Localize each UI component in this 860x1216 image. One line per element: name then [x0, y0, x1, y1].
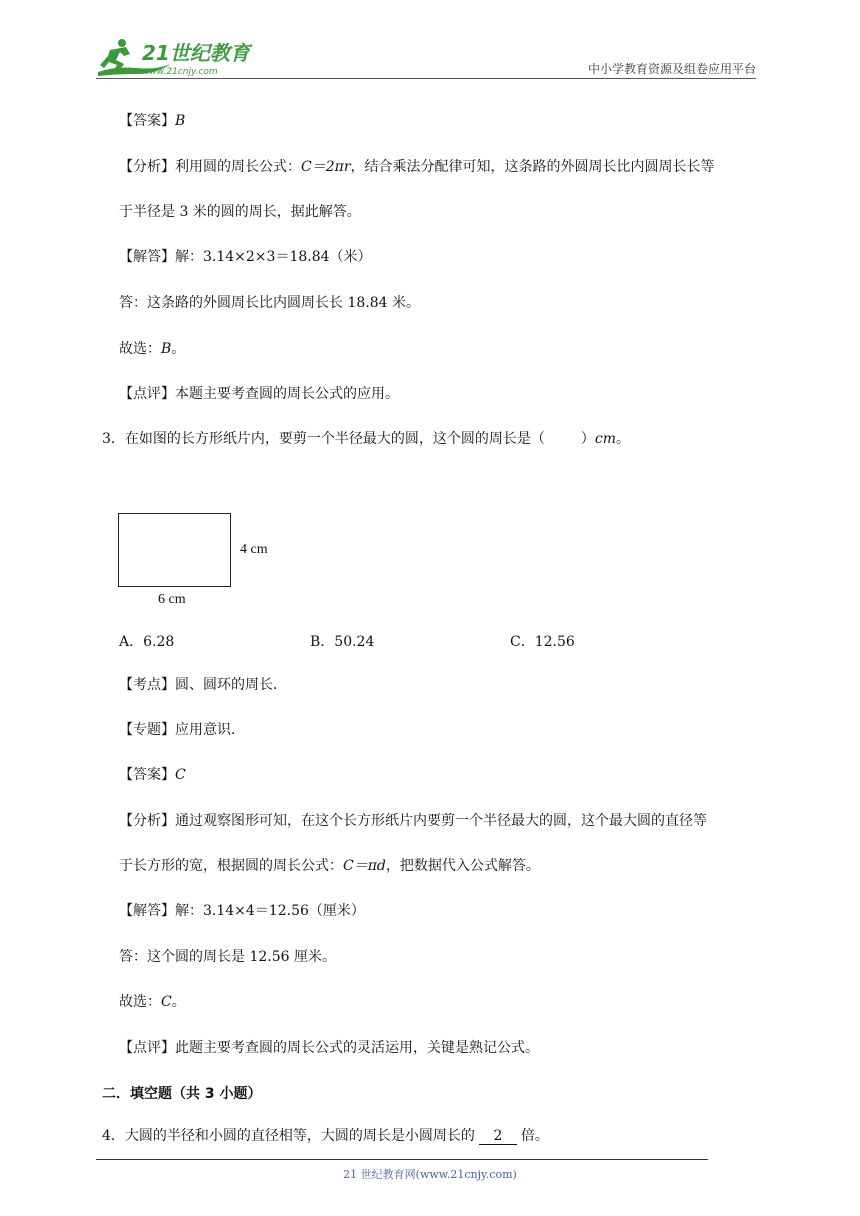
rectangle-figure — [118, 513, 231, 587]
option-c: C．12.56 — [510, 634, 575, 650]
q3-solution — [119, 902, 365, 920]
analysis-text: 通过观察图形可知，在这个长方形纸片内要剪一个半径最大的圆，这个最大圆的直径等 — [175, 813, 707, 829]
solve-tag: 【解答】 — [119, 903, 175, 919]
height-label: 4 cm — [240, 542, 268, 557]
formula: C＝πd — [343, 858, 386, 874]
footer-divider — [96, 1159, 708, 1160]
option-b: B．50.24 — [310, 634, 375, 650]
analysis-text: 于长方形的宽，根据圆的周长公式： — [119, 858, 343, 874]
choice-value: B — [161, 341, 172, 357]
q4-stem — [102, 1127, 549, 1145]
choice-suffix: 。 — [171, 341, 186, 357]
zhuanti-text: 应用意识． — [175, 722, 245, 738]
q3-kaodian — [119, 676, 287, 694]
logo-text: 21世纪教育 — [142, 41, 250, 65]
analysis-tag: 【分析】 — [119, 813, 175, 829]
q3-zhuanti — [119, 721, 245, 739]
q3-reply: 答：这个圆的周长是 12.56 厘米。 — [119, 949, 336, 965]
section-title: 二．填空题（共 3 小题） — [102, 1086, 262, 1102]
footer-text: 21 世纪教育网(www.21cnjy.com) — [343, 1168, 517, 1181]
q3-analysis-line2 — [119, 857, 540, 875]
q3-unit: cm — [594, 431, 617, 447]
q3-comment — [119, 1039, 539, 1057]
q3-stem-text: ） — [580, 431, 595, 447]
solve-text: 解：3.14×4＝12.56（厘米） — [175, 903, 365, 919]
analysis-text: ，把数据代入公式解答。 — [385, 858, 540, 874]
option-a: A．6.28 — [119, 634, 175, 650]
choice-prefix: 故选： — [119, 994, 161, 1010]
answer-value: B — [175, 113, 186, 129]
formula: C＝2πr — [301, 159, 351, 175]
solve-text: 解：3.14×2×3＝18.84（米） — [175, 249, 372, 265]
comment-tag: 【点评】 — [119, 1040, 175, 1056]
choice-value: C — [161, 994, 172, 1010]
kaodian-text: 圆、圆环的周长． — [175, 677, 287, 693]
q3-stem-text: 3．在如图的长方形纸片内，要剪一个半径最大的圆，这个圆的周长是（ — [102, 431, 545, 447]
analysis-text: ，结合乘法分配律可知，这条路的外圆周长比内圆周长长等 — [350, 159, 715, 175]
width-label: 6 cm — [158, 592, 186, 607]
solve-tag: 【解答】 — [119, 249, 175, 265]
q3-choice — [119, 993, 186, 1011]
comment-text: 本题主要考查圆的周长公式的应用。 — [175, 386, 399, 402]
answer-value: C — [175, 767, 186, 783]
header-divider — [96, 78, 756, 79]
answer-tag: 【答案】 — [119, 767, 175, 783]
answer-tag: 【答案】 — [119, 113, 175, 129]
kaodian-tag: 【考点】 — [119, 677, 175, 693]
q2-reply: 答：这条路的外圆周长比内圆周长长 18.84 米。 — [119, 295, 420, 311]
comment-text: 此题主要考查圆的周长公式的灵活运用，关键是熟记公式。 — [175, 1040, 539, 1056]
analysis-tag: 【分析】 — [119, 159, 175, 175]
answer-blank: 2 — [479, 1129, 517, 1145]
zhuanti-tag: 【专题】 — [119, 722, 175, 738]
q2-analysis-line1 — [119, 158, 715, 176]
q3-answer — [119, 766, 186, 784]
q4-stem-text: 4．大圆的半径和小圆的直径相等，大圆的周长是小圆周长的 — [102, 1128, 475, 1144]
platform-title: 中小学教育资源及组卷应用平台 — [587, 62, 756, 76]
choice-suffix: 。 — [171, 994, 186, 1010]
q2-analysis-line2: 于半径是 3 米的圆的周长，据此解答。 — [119, 204, 361, 220]
q3-stem — [102, 430, 630, 448]
comment-tag: 【点评】 — [119, 386, 175, 402]
choice-prefix: 故选： — [119, 341, 161, 357]
logo-url: www.21cnjy.com — [142, 67, 218, 77]
q4-stem-text: 倍。 — [520, 1128, 549, 1144]
q2-answer — [119, 112, 185, 130]
site-logo — [96, 38, 266, 78]
q3-stem-text: 。 — [616, 431, 631, 447]
q2-comment — [119, 385, 399, 403]
analysis-text: 利用圆的周长公式： — [175, 159, 301, 175]
q2-choice — [119, 340, 185, 358]
q3-analysis-line1 — [119, 812, 707, 830]
q2-solution — [119, 248, 372, 266]
